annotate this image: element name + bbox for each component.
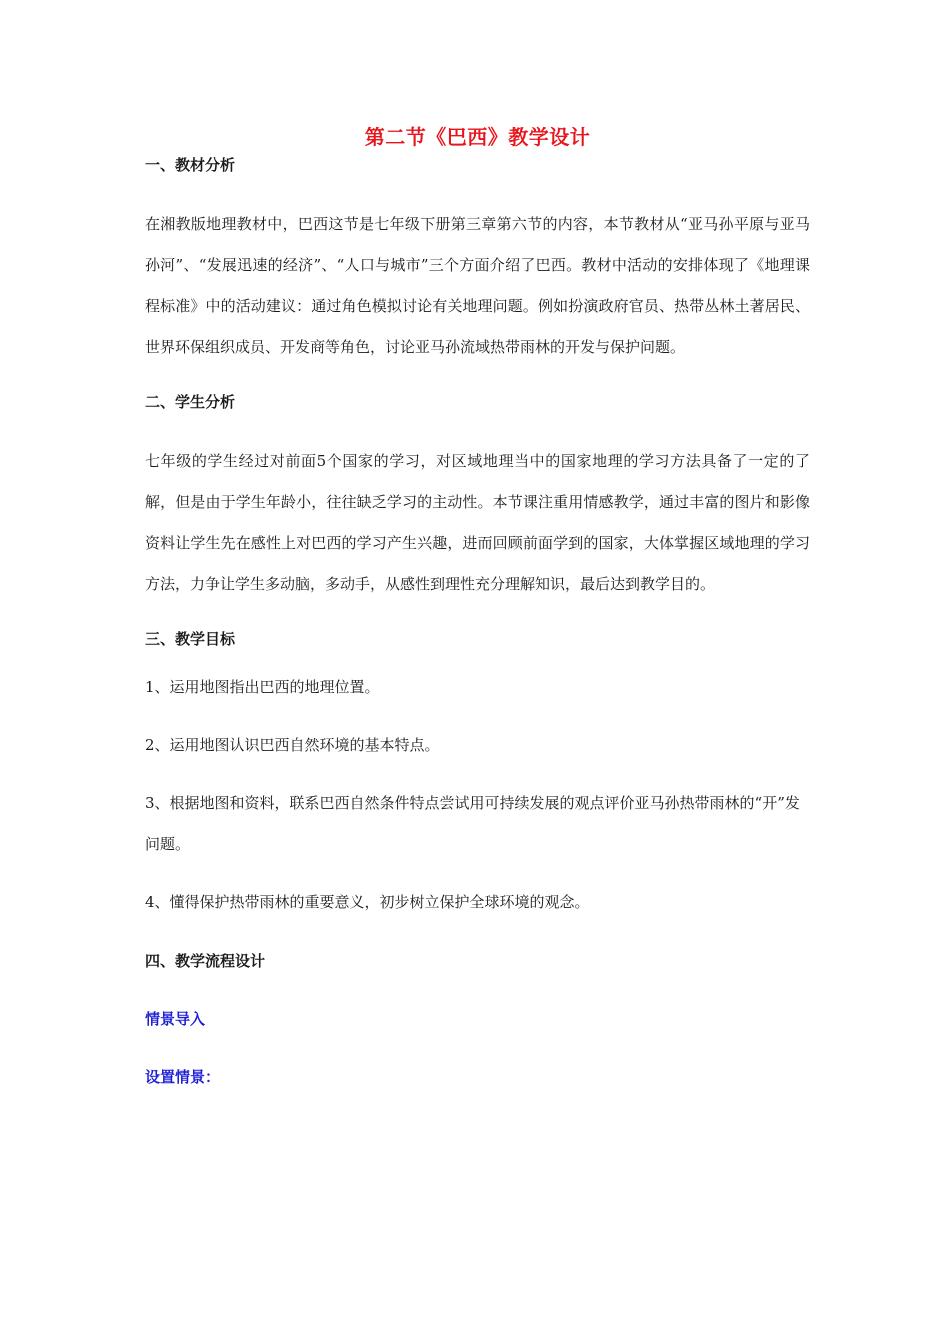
subheading-set-scenario: 设置情景： [145,1068,221,1086]
section-heading-textbook-analysis: 一、教材分析 [145,156,236,174]
document-title: 第二节《巴西》教学设计 [364,125,591,149]
subheading-scenario-intro: 情景导入 [145,1010,206,1028]
section-heading-teaching-flow: 四、教学流程设计 [145,952,266,970]
goal-item: 3、根据地图和资料，联系巴西自然条件特点尝试用可持续发展的观点评价亚马孙热带雨林的“开”发问题。 [145,794,800,853]
document-page [145,118,810,1088]
section-heading-teaching-goals: 三、教学目标 [145,630,236,648]
textbook-analysis-paragraph: 在湘教版地理教材中，巴西这节是七年级下册第三章第六节的内容，本节教材从“亚马孙平原与亚马孙河”、“发展迅速的经济”、“人口与城市”三个方面介绍了巴西。教材中活动的安排体现了《地理课程标准》中的活动建议：通过角色模拟讨论有关地理问题。例如扮演政府官员、热带丛林土著居民、世界环保组织成员、开发商等角色，讨论亚马孙流域热带雨林的开发与保护问题。 [145,215,810,356]
student-analysis-paragraph: 七年级的学生经过对前面5个国家的学习，对区域地理当中的国家地理的学习方法具备了一定的了解，但是由于学生年龄小，往往缺乏学习的主动性。本节课注重用情感教学，通过丰富的图片和影像资料让学生先在感性上对巴西的学习产生兴趣，进而回顾前面学到的国家，大体掌握区域地理的学习方法，力争让学生多动脑，多动手，从感性到理性充分理解知识，最后达到教学目的。 [145,452,810,593]
goal-item: 2、运用地图认识巴西自然环境的基本特点。 [145,736,440,754]
goal-item: 1、运用地图指出巴西的地理位置。 [145,678,380,696]
goal-item: 4、懂得保护热带雨林的重要意义，初步树立保护全球环境的观念。 [145,893,590,911]
section-heading-student-analysis: 二、学生分析 [145,393,236,411]
